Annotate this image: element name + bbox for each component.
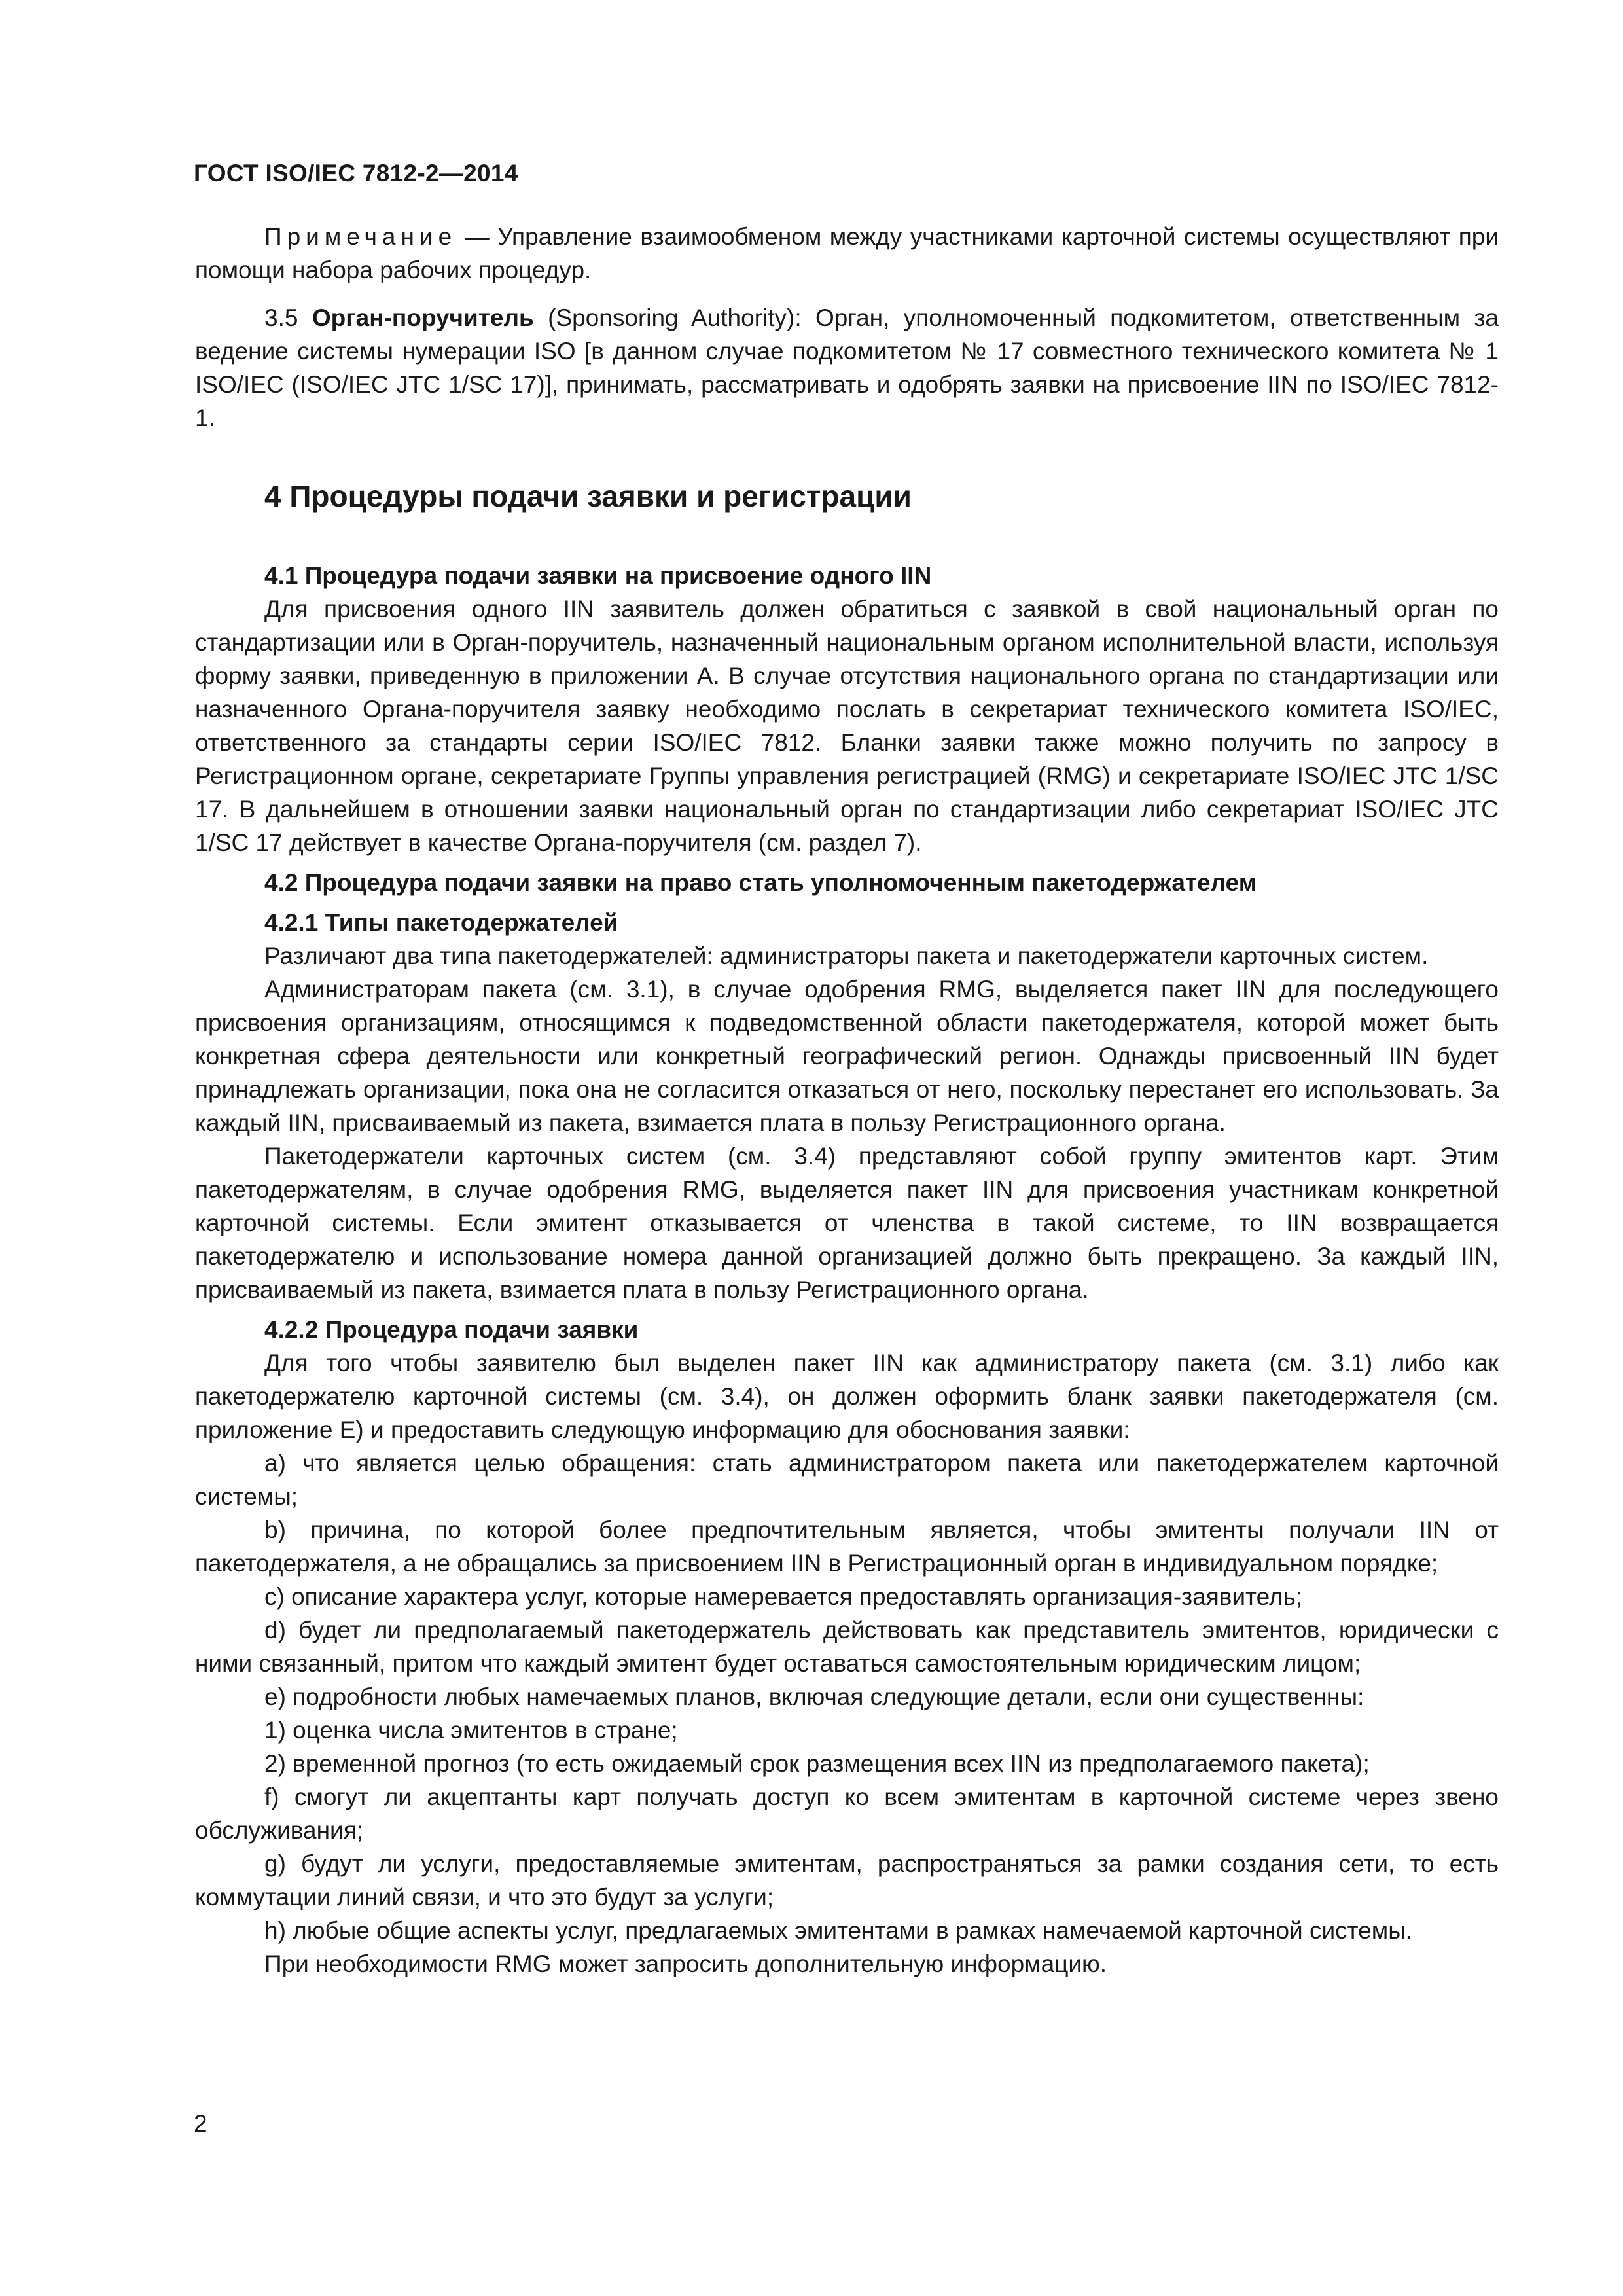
list-item: b) причина, по которой более предпочтительным является, чтобы эмитенты получали IIN от пакетодержателя, а не обращались за присвоением IIN в Регистрационный орган в индивидуальном порядке; xyxy=(195,1516,1499,1577)
list-item: f) смогут ли акцептанты карт получать доступ ко всем эмитентам в карточной системе через звено обслуживания; xyxy=(195,1784,1499,1844)
section-4-2-1-p2: Администраторам пакета (см. 3.1), в случае одобрения RMG, выделяется пакет IIN для последующего присвоения организациям, относящимся к подведомственной области пакетодержателя, которой может быть конкретная сфера деятельности или конкретный географический регион. Однажды присвоенный IIN будет принадлежать организации, пока она не согласится отказаться от него, поскольку перестанет его использовать. За каждый IIN, присваиваемый из пакета, взимается плата в пользу Регистрационного органа. xyxy=(195,976,1499,1136)
section-4-1-text: Для присвоения одного IIN заявитель должен обратиться с заявкой в свой национальный орган по стандартизации или в Орган-поручитель, назначенный национальным органом исполнительной власти, используя форму заявки, приведенную в приложении А. В случае отсутствия национального органа по стандартизации или назначенного Органа-поручителя заявку необходимо послать в секретариат технического комитета ISO/IEC, ответственного за стандарты серии ISO/IEC 7812. Бланки заявки также можно получить по запросу в Регистрационном органе, секретариате Группы управления регистрацией (RMG) и секретариате ISO/IEC JTC 1/SC 17. В дальнейшем в отношении заявки национальный орган по стандартизации либо секретариат ISO/IEC JTC 1/SC 17 действует в качестве Органа-поручителя (см. раздел 7). xyxy=(195,596,1499,856)
list-item: a) что является целью обращения: стать администратором пакета или пакетодержателем карточной системы; xyxy=(195,1450,1499,1510)
page-number: 2 xyxy=(194,2110,207,2137)
definition-term: Орган-поручитель xyxy=(312,304,534,331)
note-paragraph xyxy=(195,220,1499,287)
list-item: d) будет ли предполагаемый пакетодержатель действовать как представитель эмитентов, юридически с ними связанный, притом что каждый эмитент будет оставаться самостоятельным юридическим лицом; xyxy=(195,1617,1499,1677)
document-header: ГОСТ ISO/IEC 7812-2—2014 xyxy=(194,160,518,187)
section-4-2-title: 4.2 Процедура подачи заявки на право стать уполномоченным пакетодержателем xyxy=(264,869,1257,896)
section-4-2-2-intro: Для того чтобы заявителю был выделен пакет IIN как администратору пакета (см. 3.1) либо как пакетодержателю карточной системы (см. 3.4), он должен оформить бланк заявки пакетодержателя (см. приложение Е) и предоставить следующую информацию для обоснования заявки: xyxy=(195,1350,1499,1443)
list-item: 2) временной прогноз (то есть ожидаемый срок размещения всех IIN из предполагаемого пакета); xyxy=(264,1750,1370,1777)
section-4-title: 4 Процедуры подачи заявки и регистрации xyxy=(264,479,912,513)
definition-number: 3.5 xyxy=(264,304,298,331)
section-4-2-1-p3: Пакетодержатели карточных систем (см. 3.4) представляют собой группу эмитентов карт. Этим пакетодержателям, в случае одобрения RMG, выделяется пакет IIN для присвоения участникам конкретной карточной системы. Если эмитент отказывается от членства в такой системе, то IIN возвращается пакетодержателю и использование номера данной организацией должно быть прекращено. За каждый IIN, присваиваемый из пакета, взимается плата в пользу Регистрационного органа. xyxy=(195,1143,1499,1303)
document-body xyxy=(195,220,1499,1981)
section-4-2-2-title: 4.2.2 Процедура подачи заявки xyxy=(264,1316,639,1343)
note-text: — Управление взаимообменом между участниками карточной системы осуществляют при помощи набора рабочих процедур. xyxy=(195,223,1499,283)
section-4-2-1-title: 4.2.1 Типы пакетодержателей xyxy=(264,909,618,936)
definition-3-5 xyxy=(195,301,1499,435)
section-4-2-1-p1: Различают два типа пакетодержателей: администраторы пакета и пакетодержатели карточных систем. xyxy=(264,942,1429,969)
list-item: c) описание характера услуг, которые намеревается предоставлять организация-заявитель; xyxy=(264,1583,1303,1610)
section-4-1-title: 4.1 Процедура подачи заявки на присвоение одного IIN xyxy=(264,562,932,589)
list-item: 1) оценка числа эмитентов в стране; xyxy=(264,1717,678,1744)
list-item: g) будут ли услуги, предоставляемые эмитентам, распространяться за рамки создания сети, то есть коммутации линий связи, и что это будут за услуги; xyxy=(195,1850,1499,1910)
note-label: Примечание xyxy=(264,223,457,250)
definition-text: (Sponsoring Authority): Орган, уполномоченный подкомитетом, ответственным за ведение системы нумерации ISO [в данном случае подкомитетом № 17 совместного технического комитета № 1 ISO/IEC (ISO/IEC JTC 1/SC 17)], принимать, рассматривать и одобрять заявки на присвоение IIN по ISO/IEC 7812-1. xyxy=(195,304,1499,431)
section-4-2-2-closing: При необходимости RMG может запросить дополнительную информацию. xyxy=(264,1950,1107,1977)
list-item: e) подробности любых намечаемых планов, включая следующие детали, если они существенны: xyxy=(264,1683,1364,1710)
list-item: h) любые общие аспекты услуг, предлагаемых эмитентами в рамках намечаемой карточной системы. xyxy=(264,1917,1413,1944)
